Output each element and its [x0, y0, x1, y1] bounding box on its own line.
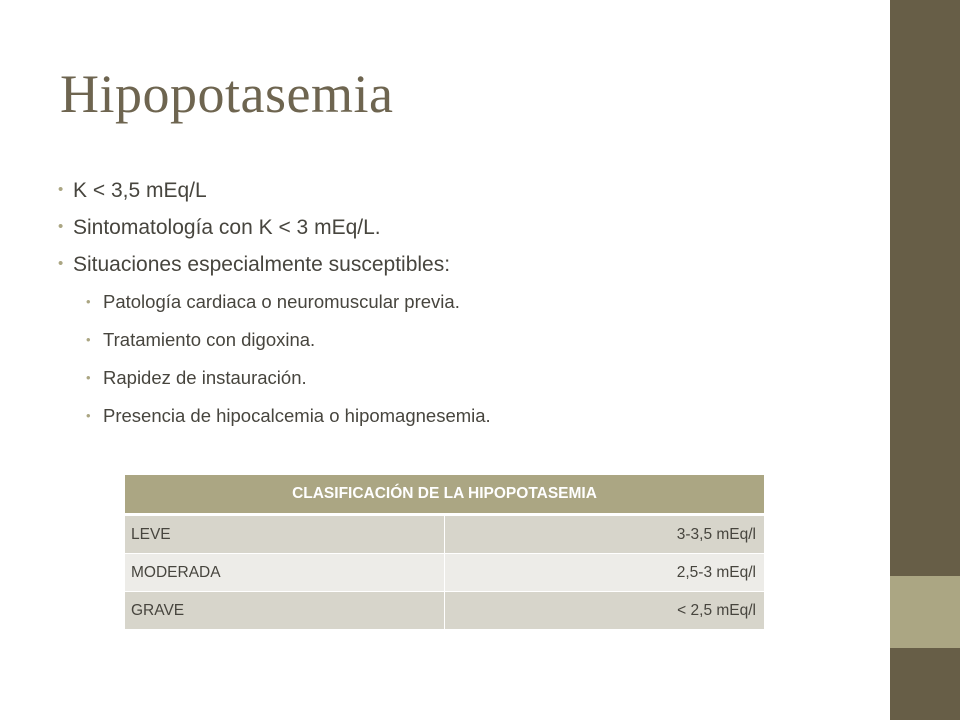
sub-bullet-item [58, 359, 491, 397]
bullet-item [58, 246, 491, 283]
value-cell: 2,5-3 mEq/l [445, 554, 765, 592]
sub-bullet-text: Presencia de hipocalcemia o hipomagnesemia. [103, 405, 491, 426]
bullet-dot-icon: • [86, 332, 91, 347]
slide-title: Hipopotasemia [60, 64, 394, 124]
bullet-text: Situaciones especialmente susceptibles: [73, 253, 451, 276]
classification-table [125, 475, 764, 630]
sub-bullet-text: Patología cardiaca o neuromuscular previa. [103, 291, 460, 312]
table-header-row [125, 475, 764, 515]
side-band-bottom [890, 648, 960, 720]
table-row [125, 515, 764, 554]
bullet-item [58, 209, 491, 246]
value-cell: < 2,5 mEq/l [445, 592, 765, 630]
severity-cell: LEVE [125, 515, 445, 554]
side-band-top [890, 0, 960, 576]
bullet-dot-icon: • [58, 218, 64, 235]
bullet-item [58, 172, 491, 209]
sub-bullet-text: Tratamiento con digoxina. [103, 329, 316, 350]
bullet-dot-icon: • [86, 370, 91, 385]
side-band-accent [890, 576, 960, 648]
value-cell: 3-3,5 mEq/l [445, 515, 765, 554]
sub-bullet-item [58, 321, 491, 359]
table-row [125, 592, 764, 630]
bullet-list [58, 172, 491, 435]
bullet-dot-icon: • [58, 181, 64, 198]
bullet-text: Sintomatología con K < 3 mEq/L. [73, 216, 381, 239]
table-header: CLASIFICACIÓN DE LA HIPOPOTASEMIA [125, 475, 764, 515]
bullet-text: K < 3,5 mEq/L [73, 179, 207, 202]
table-row [125, 554, 764, 592]
sub-bullet-item [58, 283, 491, 321]
sub-bullet-item [58, 397, 491, 435]
severity-cell: GRAVE [125, 592, 445, 630]
severity-cell: MODERADA [125, 554, 445, 592]
bullet-dot-icon: • [58, 255, 64, 272]
bullet-dot-icon: • [86, 408, 91, 423]
bullet-dot-icon: • [86, 294, 91, 309]
sub-bullet-text: Rapidez de instauración. [103, 367, 307, 388]
